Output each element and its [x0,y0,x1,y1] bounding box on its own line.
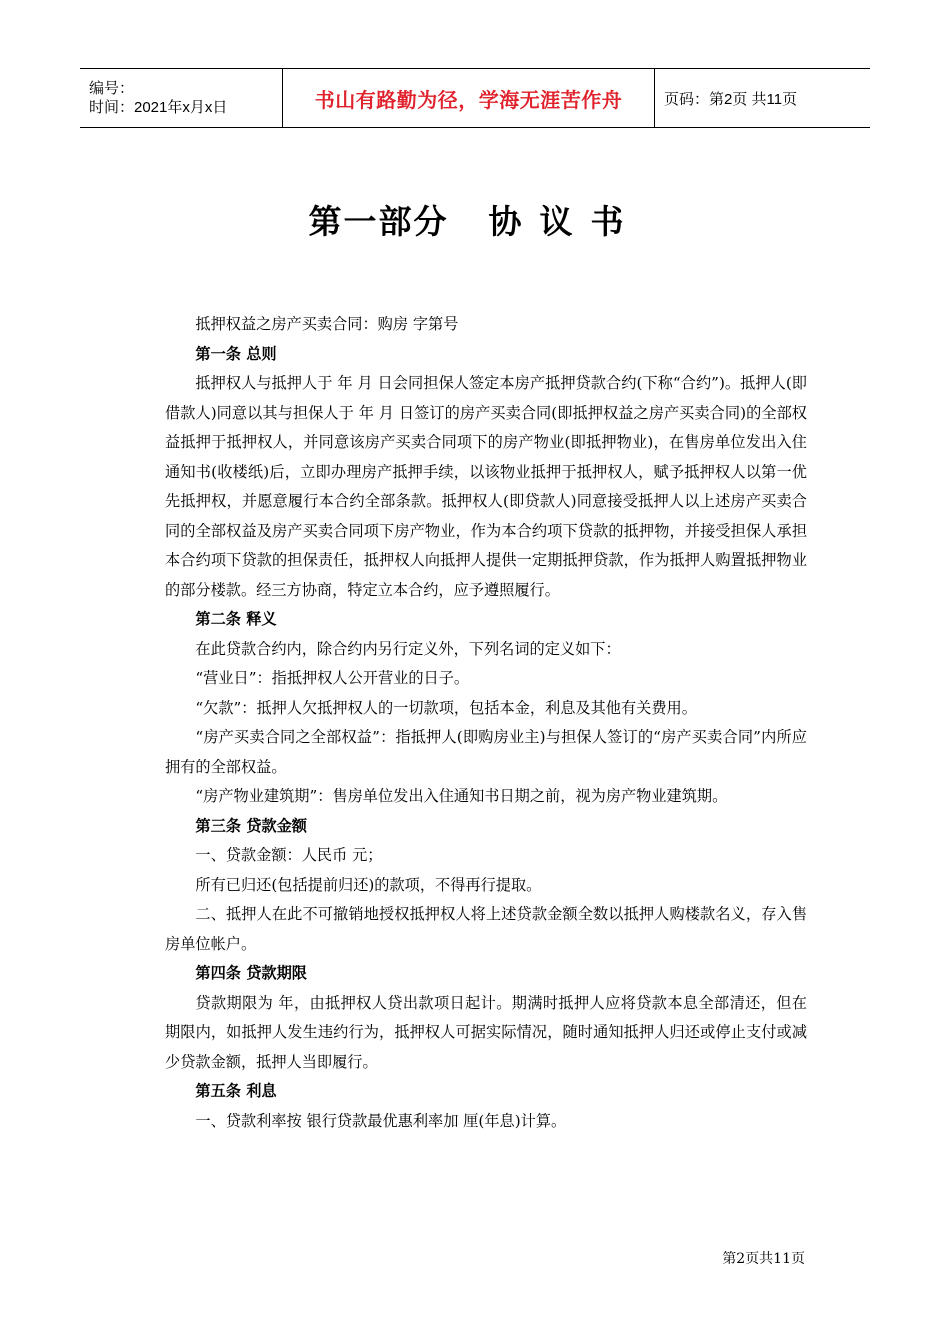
article-2-heading: 第二条 释义 [195,610,277,628]
title-name: 协议书 [488,202,642,241]
definition-construction-period: “房产物业建筑期”：售房单位发出入住通知书日期之前，视为房产物业建筑期。 [195,787,728,805]
header-meta-cell [80,69,282,127]
article-2-intro: 在此贷款合约内，除合约内另行定义外，下列名词的定义如下： [195,639,621,658]
loan-term-text: 贷款期限为 年，由抵押权人贷出款项日起计。期满时抵押人应将贷款本息全部清还，但在期限内，如抵押人发生违约行为，抵押权人可据实际情况，随时通知抵押人归还或停止支付或减少贷款金额，抵押人当即履行。 [165,993,807,1071]
document-body [165,310,807,1136]
footer-page-number: 第2页共11页 [722,1251,805,1267]
definition-business-day: “营业日”：指抵押权人公开营业的日子。 [195,669,470,687]
header-table [80,68,870,128]
article-1-text: 抵押权人与抵押人于 年 月 日会同担保人签定本房产抵押贷款合约(下称“合约”)。抵押人(即借款人)同意以其与担保人于 年 月 日签订的房产买卖合同(即抵押权益之房产买卖合同)的全部权益抵押于抵押权人，并同意该房产买卖合同项下的房产物业(即抵押物业)，在售房单位发出入住通知书(收楼纸)后，立即办理房产抵押手续，以该物业抵押于抵押权人，赋予抵押权人以第一优先抵押权，并愿意履行本合约全部条款。抵押权人(即贷款人)同意接受抵押人以上述房产买卖合同的全部权益及房产买卖合同项下房产物业，作为本合约项下贷款的抵押物，并接受担保人承担本合约项下贷款的担保责任，抵押权人向抵押人提供一定期抵押贷款，作为抵押人购置抵押物业的部分楼款。经三方协商，特定立本合约，应予遵照履行。 [165,374,807,599]
header-page-number: 页码：第2页 共11页 [664,90,798,108]
loan-amount-note: 所有已归还(包括提前归还)的款项，不得再行提取。 [195,875,542,894]
document-title [0,196,950,243]
contract-reference: 抵押权益之房产买卖合同：购房 字第号 [195,315,459,333]
article-1-heading: 第一条 总则 [195,344,277,363]
document-number: 编号： [89,80,135,97]
header-motto: 书山有路勤为径，学海无涯苦作舟 [314,87,623,112]
interest-rate-text: 一、贷款利率按 银行贷款最优惠利率加 厘(年息)计算。 [195,1111,567,1130]
document-date: 时间：2021年x月x日 [89,99,228,116]
loan-amount-line: 一、贷款金额：人民币 元； [195,846,383,864]
article-5-heading: 第五条 利息 [195,1082,277,1100]
definition-contract-rights: “房产买卖合同之全部权益”：指抵押人(即购房业主)与担保人签订的“房产买卖合同”内所应拥有的全部权益。 [165,728,807,776]
definition-arrears: “欠款”：抵押人欠抵押权人的一切款项，包括本金，利息及其他有关费用。 [195,698,697,717]
title-part: 第一部分 [308,202,449,241]
loan-amount-authorization: 二、抵押人在此不可撤销地授权抵押权人将上述贷款金额全数以抵押人购楼款名义，存入售房单位帐户。 [165,905,807,953]
header-motto-cell [282,69,655,127]
article-4-heading: 第四条 贷款期限 [195,964,307,982]
article-3-heading: 第三条 贷款金额 [195,816,307,835]
header-page-cell [655,69,870,127]
